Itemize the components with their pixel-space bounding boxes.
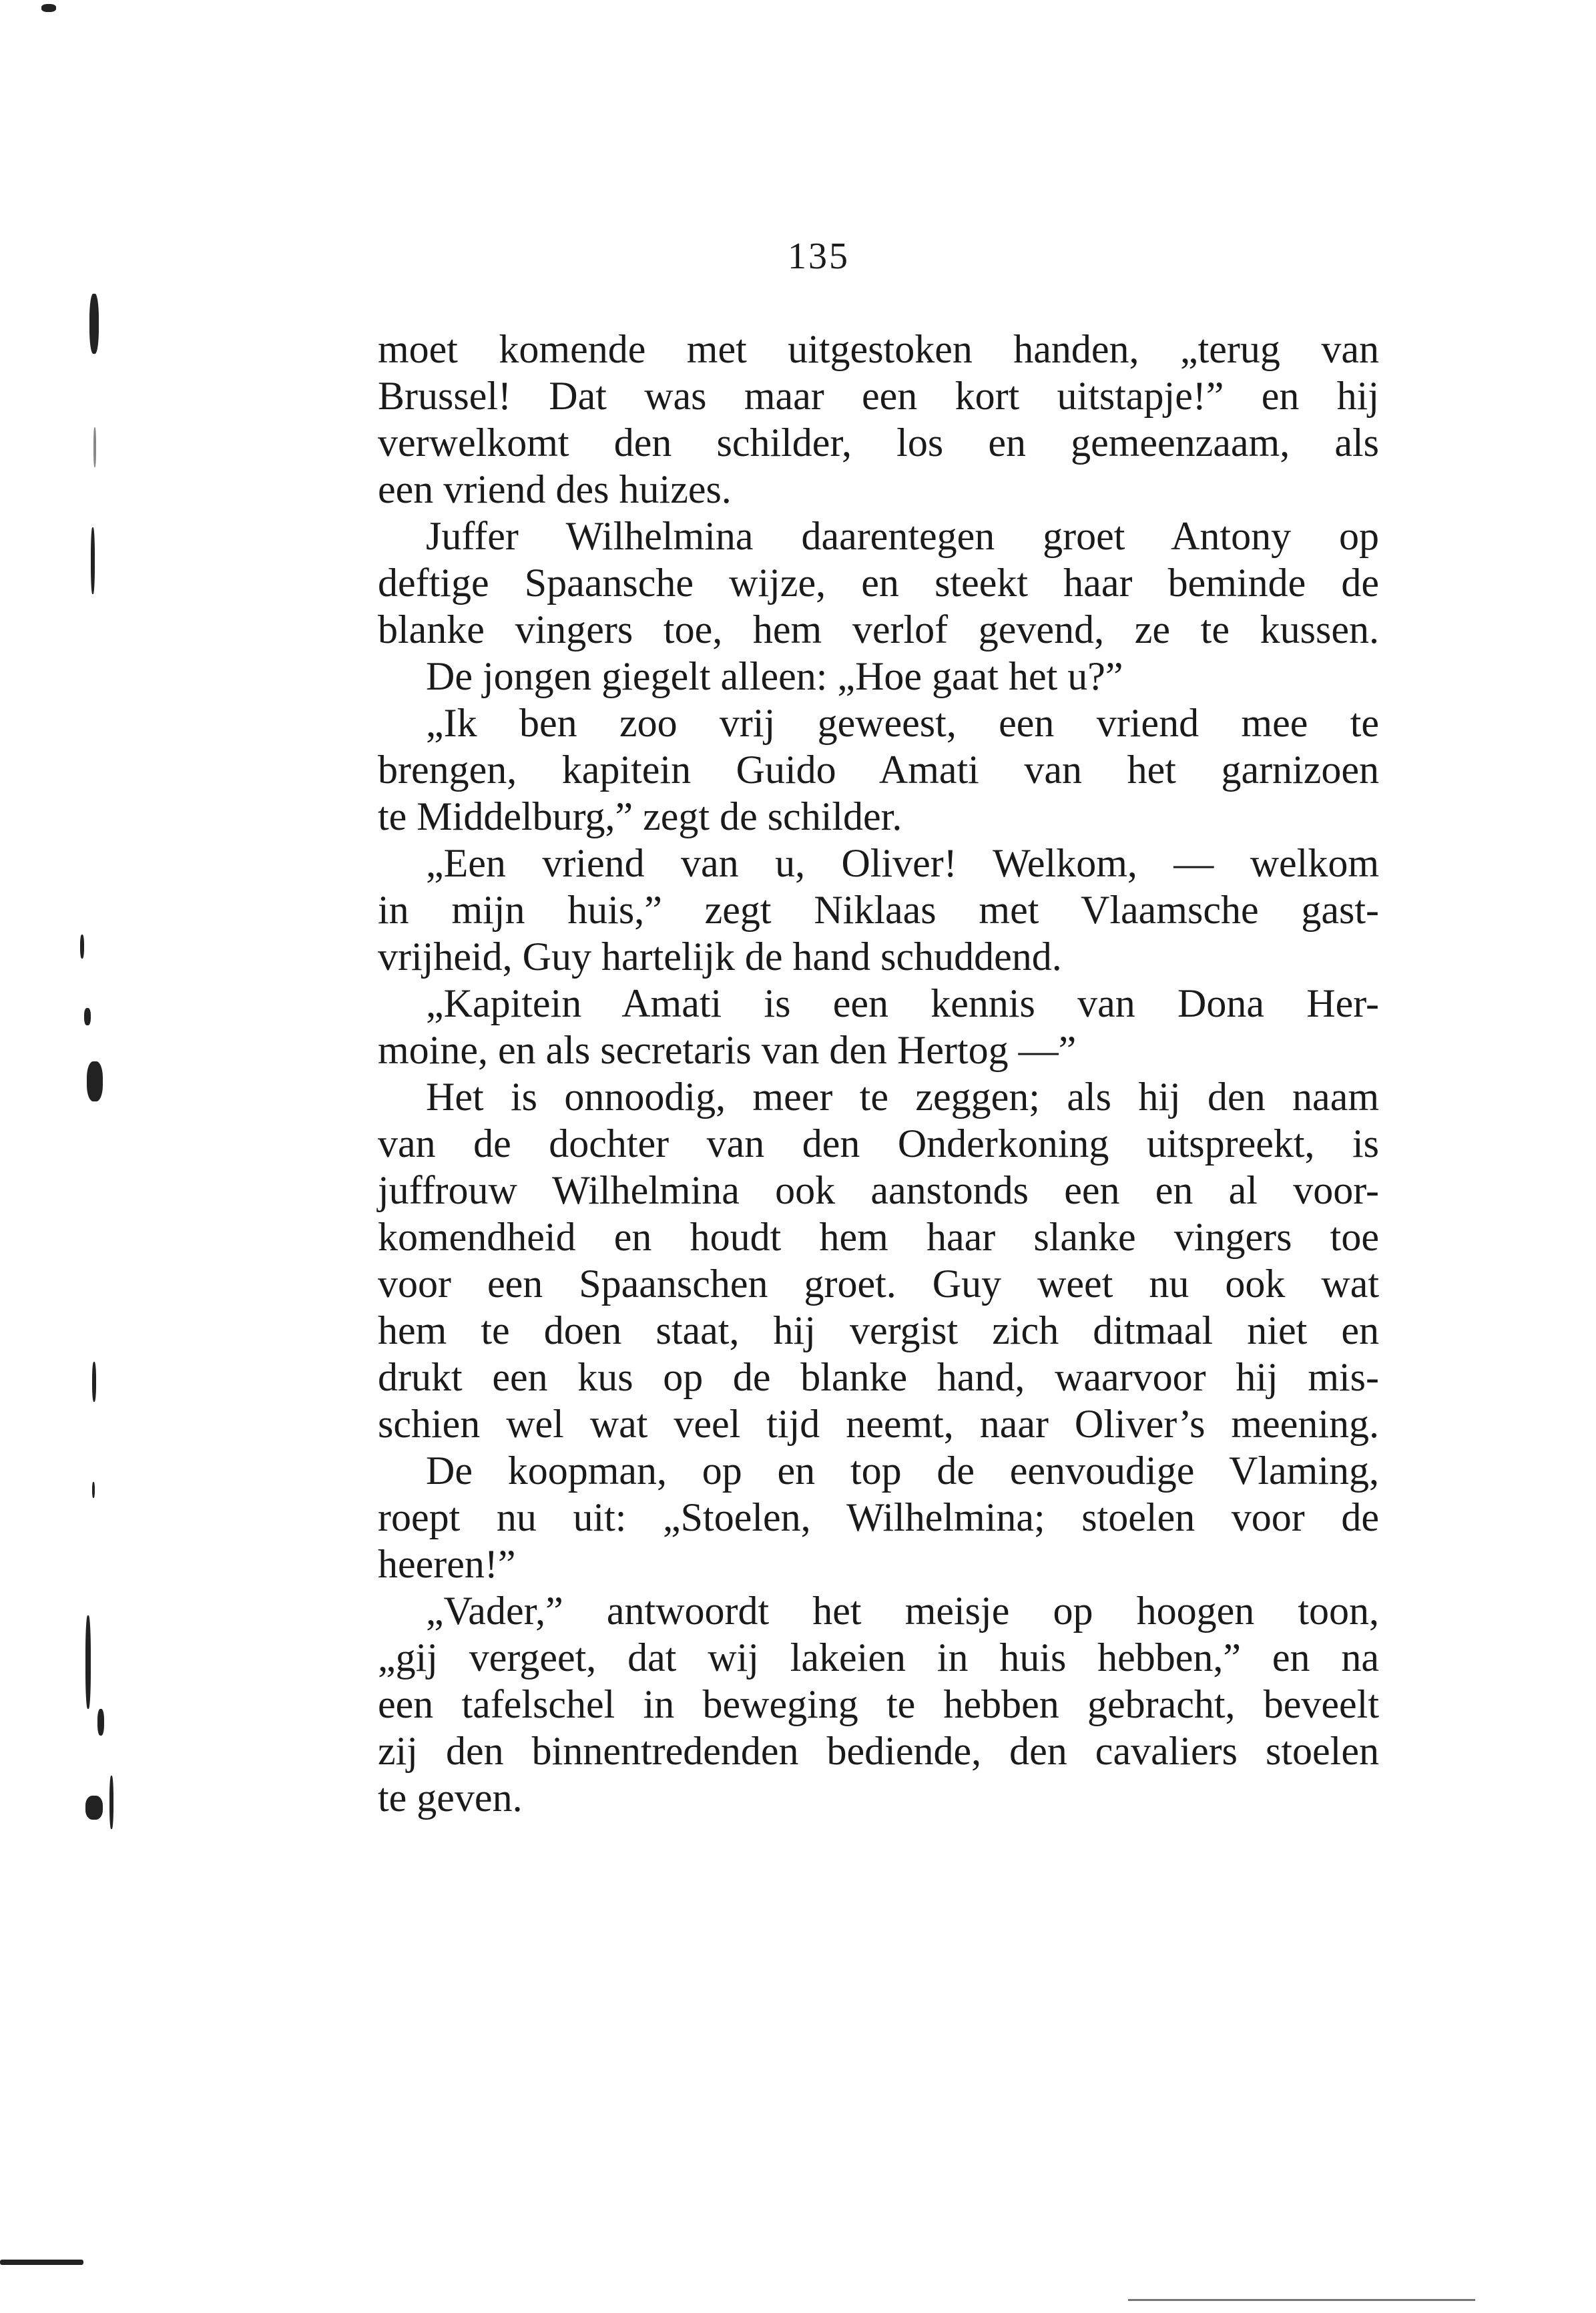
text-line: schien wel wat veel tijd neemt, naar Oliver’s meening. (378, 1402, 1379, 1446)
scan-speck (109, 1776, 113, 1829)
scan-speck (91, 527, 95, 594)
text-line: hem te doen staat, hij vergist zich ditmaal niet en (378, 1308, 1379, 1352)
text-line: een vriend des huizes. (378, 467, 732, 511)
text-line: voor een Spaanschen groet. Guy weet nu ook wat (378, 1262, 1379, 1306)
text-line: drukt een kus op de blanke hand, waarvoor hij mis- (378, 1355, 1379, 1399)
body-text (378, 326, 1379, 1821)
text-line: Juffer Wilhelmina daarentegen groet Antony op (426, 514, 1379, 558)
page-number: 135 (788, 236, 850, 277)
bottom-rule (1128, 2299, 1475, 2301)
text-line: „Kapitein Amati is een kennis van Dona Her- (426, 981, 1379, 1025)
scan-speck (92, 1482, 95, 1498)
text-line: Brussel! Dat was maar een kort uitstapje!” en hij (378, 374, 1379, 418)
text-line: van de dochter van den Onderkoning uitspreekt, is (378, 1121, 1379, 1166)
text-line: „gij vergeet, dat wij lakeien in huis hebben,” en na (378, 1635, 1379, 1680)
text-line: „Ik ben zoo vrij geweest, een vriend mee te (426, 701, 1379, 745)
text-line: De koopman, op en top de eenvoudige Vlaming, (426, 1449, 1379, 1493)
text-line: moine, en als secretaris van den Hertog —” (378, 1028, 1077, 1072)
text-line: zij den binnentredenden bediende, den cavaliers stoelen (378, 1729, 1379, 1773)
text-line: „Een vriend van u, Oliver! Welkom, — welkom (426, 841, 1379, 885)
scan-speck (0, 2260, 83, 2265)
text-line: deftige Spaansche wijze, en steekt haar beminde de (378, 561, 1379, 605)
scan-speck (92, 1362, 96, 1402)
text-line: heeren!” (378, 1542, 516, 1586)
text-line: moet komende met uitgestoken handen, „terug van (378, 327, 1379, 371)
scan-speck (97, 1709, 104, 1736)
text-line: verwelkomt den schilder, los en gemeenzaam, als (378, 421, 1379, 465)
scan-speck (93, 427, 96, 467)
scan-speck (89, 294, 99, 354)
scan-speck (85, 1615, 91, 1709)
text-line: vrijheid, Guy hartelijk de hand schuddend. (378, 935, 1062, 979)
scan-speck (80, 935, 84, 959)
text-line: te Middelburg,” zegt de schilder. (378, 794, 902, 838)
text-line: te geven. (378, 1776, 523, 1820)
text-line: in mijn huis,” zegt Niklaas met Vlaamsche gast- (378, 888, 1379, 932)
scan-speck (41, 4, 56, 12)
text-line: roept nu uit: „Stoelen, Wilhelmina; stoelen voor de (378, 1495, 1379, 1539)
text-line: brengen, kapitein Guido Amati van het garnizoen (378, 748, 1379, 792)
scan-speck (85, 1796, 103, 1820)
text-line: een tafelschel in beweging te hebben gebracht, beveelt (378, 1682, 1379, 1726)
text-line: blanke vingers toe, hem verlof gevend, ze te kussen. (378, 607, 1379, 652)
text-line: „Vader,” antwoordt het meisje op hoogen toon, (426, 1589, 1379, 1633)
text-line: juffrouw Wilhelmina ook aanstonds een en al voor- (378, 1168, 1379, 1212)
scan-speck (87, 1061, 103, 1101)
text-line: De jongen giegelt alleen: „Hoe gaat het u?” (426, 654, 1123, 698)
scan-speck (84, 1008, 91, 1025)
text-line: Het is onnoodig, meer te zeggen; als hij den naam (426, 1075, 1379, 1119)
text-line: komendheid en houdt hem haar slanke vingers toe (378, 1215, 1379, 1259)
